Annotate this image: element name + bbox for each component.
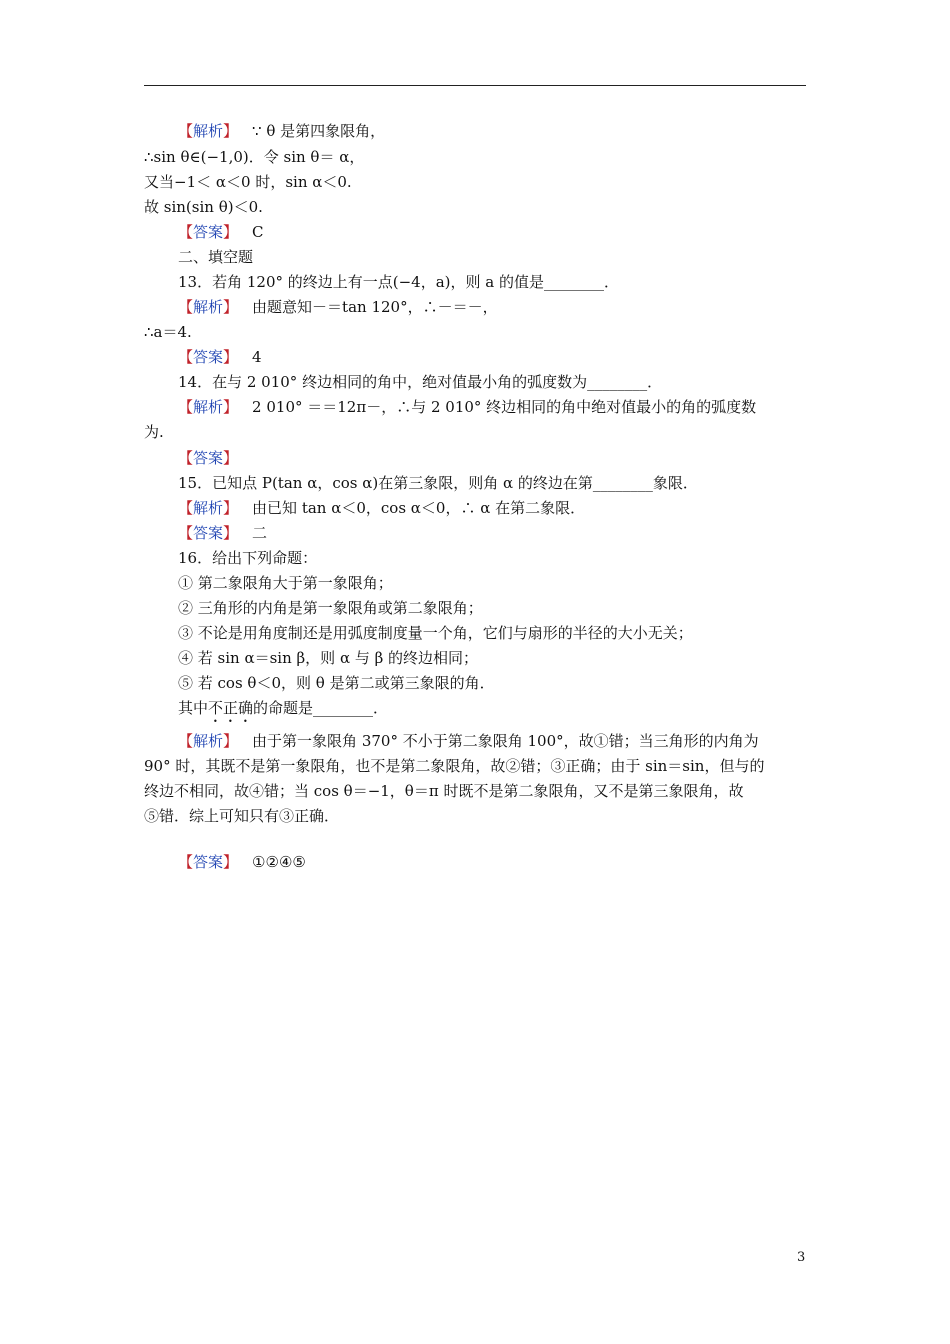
- jiexi-tag: 【解析】: [178, 398, 239, 416]
- p13-question: 13．若角 120° 的终边上有一点(−4，a)，则 a 的值是________．: [178, 273, 619, 291]
- p15-jiexi: [178, 497, 585, 519]
- p12-answer: [178, 221, 264, 243]
- p14-question: 14．在与 2 010° 终边相同的角中，绝对值最小角的弧度数为________．: [178, 373, 663, 391]
- p16-answer-value: ①②④⑤: [252, 853, 306, 871]
- p16-item-1: ① 第二象限角大于第一象限角；: [178, 574, 393, 592]
- p16-item-3: ③ 不论是用角度制还是用弧度制度量一个角，它们与扇形的半径的大小无关；: [178, 624, 693, 642]
- p16-item-4: ④ 若 sin α＝sin β，则 α 与 β 的终边相同；: [178, 649, 479, 667]
- jiexi-tag: 【解析】: [178, 298, 239, 316]
- p14-answer: [178, 447, 252, 469]
- jiexi-tag: 【解析】: [178, 732, 239, 750]
- p12-answer-value: C: [252, 223, 264, 241]
- p16-prompt: 其中不正确的命题是________．: [178, 699, 389, 717]
- p16-line2: 90° 时，其既不是第一象限角，也不是第二象限角，故②错；③正确；由于 sin＝sin，但与的: [144, 757, 765, 775]
- p14-jiexi-text: 2 010° ＝＝12π－，∴与 2 010° 终边相同的角中绝对值最小的角的弧度数: [252, 398, 757, 416]
- p14-jiexi: [178, 396, 756, 418]
- p15-answer: [178, 522, 267, 544]
- emphasis-text: 不正确: [208, 699, 254, 717]
- p16-item-5: ⑤ 若 cos θ＜0，则 θ 是第二或第三象限的角．: [178, 674, 495, 692]
- p16-line4: ⑤错．综上可知只有③正确．: [144, 807, 340, 825]
- daan-tag: 【答案】: [178, 348, 239, 366]
- p15-question: 15．已知点 P(tan α，cos α)在第三象限，则角 α 的终边在第________象限．: [178, 474, 698, 492]
- p13-jiexi: [178, 296, 498, 318]
- p16-item-2: ② 三角形的内角是第一象限角或第二象限角；: [178, 599, 483, 617]
- daan-tag: 【答案】: [178, 223, 239, 241]
- p15-answer-value: 二: [252, 524, 268, 542]
- p14-line2: 为.: [144, 423, 164, 441]
- p16-jiexi: [178, 730, 759, 752]
- section-heading: 二、填空题: [178, 248, 254, 266]
- p13-jiexi-text: 由题意知－＝tan 120°，∴－＝－，: [252, 298, 498, 316]
- page-number: 3: [797, 1250, 806, 1265]
- p12-jiexi-text: ∵ θ 是第四象限角，: [252, 122, 386, 140]
- daan-tag: 【答案】: [178, 449, 239, 467]
- jiexi-tag: 【解析】: [178, 122, 239, 140]
- p12-line4: 故 sin(sin θ)＜0.: [144, 198, 263, 216]
- jiexi-tag: 【解析】: [178, 499, 239, 517]
- header-rule: [144, 85, 806, 86]
- p12-line3: 又当−1＜ α＜0 时，sin α＜0.: [144, 173, 352, 191]
- daan-tag: 【答案】: [178, 853, 239, 871]
- p16-jiexi-text: 由于第一象限角 370° 不小于第二象限角 100°，故①错；当三角形的内角为: [252, 732, 759, 750]
- p13-line2: ∴a＝4.: [144, 323, 192, 341]
- p12-line2: ∴sin θ∈(−1,0)．令 sin θ＝ α，: [144, 148, 365, 166]
- p16-question: 16．给出下列命题：: [178, 549, 318, 567]
- p16-answer: [178, 851, 306, 873]
- p15-jiexi-text: 由已知 tan α＜0，cos α＜0，∴ α 在第二象限．: [252, 499, 586, 517]
- p16-line3: 终边不相同，故④错；当 cos θ＝−1，θ＝π 时既不是第二象限角，又不是第三象限角，故: [144, 782, 744, 800]
- p13-answer: [178, 346, 262, 368]
- daan-tag: 【答案】: [178, 524, 239, 542]
- p13-answer-value: 4: [252, 348, 262, 366]
- p12-jiexi: [178, 120, 385, 142]
